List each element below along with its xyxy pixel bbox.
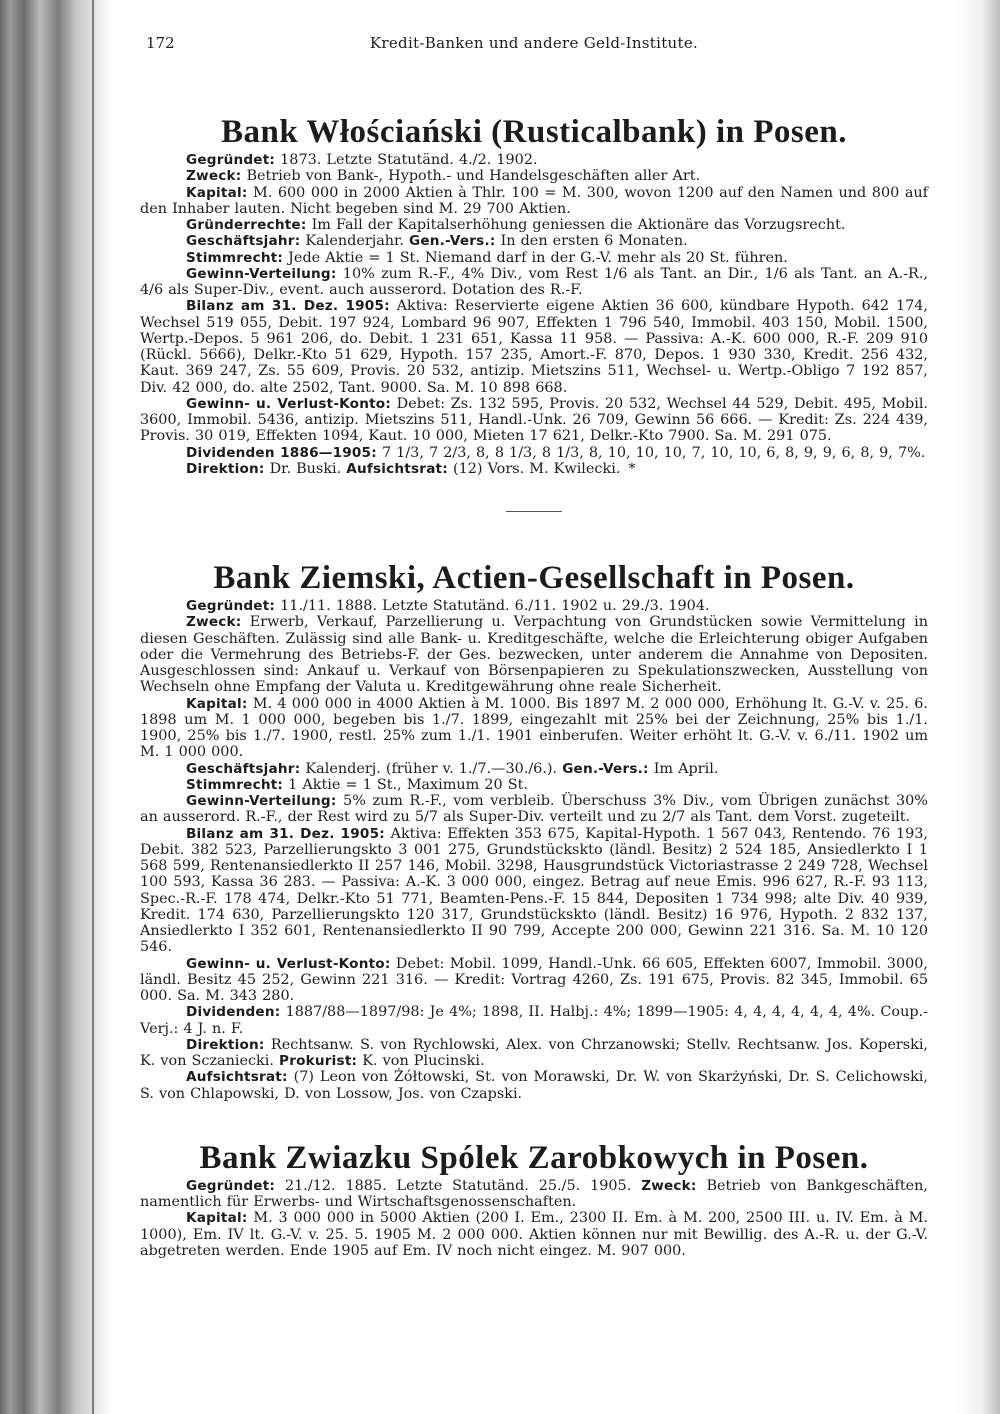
entry-gegruendet — [140, 598, 928, 614]
entry-label: Kapital: — [186, 1210, 248, 1227]
entry-label-secondary: Gen.-Vers.: — [409, 233, 496, 250]
entry-zweck — [140, 614, 928, 695]
section-title: Bank Zwiazku Spólek Zarobkowych in Posen. — [199, 1139, 869, 1176]
entry-aufsichtsrat — [140, 1069, 928, 1102]
entry-stimmrecht — [140, 250, 928, 266]
entry-label: Kapital: — [186, 695, 248, 712]
entry-label-secondary: Prokurist: — [279, 1053, 358, 1069]
entry-text: Debet: Zs. 132 595, Provis. 20 532, Wechsel 44 529, Debit. 495, Mobil. 3600, Immobil. 5436, antizip. Mietszins 511, Handl.-Unk. 26 709, Gewinn 56 666. — Kredit: Zs. 224 439, Provis. 30 019, Effekten 1094, Kaut. 10 000, Mieten 17 621, Delkr.-Kto 7900. Sa. M. 291 075. — [140, 395, 928, 445]
entry-text-secondary: Im April. — [653, 760, 719, 777]
entry-kapital — [140, 185, 928, 218]
entry-gewinn-verteilung — [140, 793, 928, 826]
entry-text-secondary: Betrieb von Bankgeschäften, namentlich für Erwerbs- und Wirtschaftsgenossenschaften. — [140, 1177, 929, 1210]
entry-kapital — [140, 1210, 928, 1259]
running-head-title: Kredit-Banken und andere Geld-Institute. — [369, 34, 699, 52]
section-title: Bank Włościański (Rusticalbank) in Posen. — [221, 114, 847, 150]
entry-label: Gewinn-Verteilung: — [186, 265, 337, 282]
entry-label: Zweck: — [186, 168, 242, 185]
book-binding-shadow — [0, 0, 112, 1414]
entry-label: Direktion: — [186, 460, 265, 477]
entry-text-secondary: (12) Vors. M. Kwilecki. — [452, 460, 621, 477]
entry-direktion — [140, 461, 928, 477]
entry-label: Gewinn- u. Verlust-Konto: — [186, 955, 391, 972]
entry-text: Debet: Mobil. 1099, Handl.-Unk. 66 605, Effekten 6007, Immobil. 3000, ländl. Besitz 45 252, Gewinn 221 316. — Kredit: Vortrag 4260, Zs. 191 675, Provis. 82 345, Immobil. 65 000. Sa. M. 343 280. — [140, 955, 928, 1004]
entry-label: Gründerrechte: — [186, 217, 307, 233]
entry-bilanz — [140, 298, 928, 396]
entry-text: 1887/88—1897/98: Je 4%; 1898, II. Halbj.: 4%; 1899—1905: 4, 4, 4, 4, 4, 4, 4%. Coup.-Verj.: 4 J. n. F. — [140, 1004, 928, 1037]
section-title: Bank Ziemski, Actien-Gesellschaft in Posen. — [213, 560, 855, 596]
entry-label: Stimmrecht: — [186, 249, 284, 266]
entry-text-secondary: K. von Plucinski. — [362, 1053, 485, 1069]
document-page — [140, 34, 928, 1259]
entry-text: Dr. Buski. — [269, 460, 342, 477]
entry-gruenderrechte — [140, 217, 928, 233]
entry-text: 11./11. 1888. Letzte Statutänd. 6./11. 1902 u. 29./3. 1904. — [280, 598, 710, 614]
entry-gewinn-verteilung — [140, 266, 928, 299]
entry-text: Kalenderj. (früher v. 1./7.—30./6.). — [305, 760, 558, 777]
entry-direktion — [140, 1037, 928, 1070]
entry-label: Gewinn-Verteilung: — [186, 793, 337, 809]
entry-dividenden — [140, 445, 928, 461]
entry-label: Dividenden 1886—1905: — [186, 444, 377, 461]
entry-zweck — [140, 168, 928, 184]
entry-text: Im Fall der Kapitalserhöhung geniessen die Aktionäre das Vorzugsrecht. — [311, 217, 846, 233]
entry-label: Stimmrecht: — [186, 776, 284, 793]
entry-text-secondary: In den ersten 6 Monaten. — [500, 233, 688, 250]
page-number: 172 — [146, 34, 175, 52]
entry-label: Bilanz am 31. Dez. 1905: — [186, 825, 385, 842]
section-bank-wloscianski — [140, 112, 928, 477]
entry-text: M. 3 000 000 in 5000 Aktien (200 I. Em., 2300 II. Em. à M. 200, 2500 III. u. IV. Em. à M. 1000), Em. IV lt. G.-V. v. 25. 5. 1905 M. 2 000 000. Aktien können nur mit Bewillig. des A.-R. u. der G.-V. abgetreten werden. Ende 1905 auf Em. IV noch nicht eingez. M. 907 000. — [140, 1210, 928, 1259]
entry-label: Gegründet: — [186, 1177, 276, 1194]
entry-label: Dividenden: — [186, 1004, 281, 1021]
entry-text: Erwerb, Verkauf, Parzellierung u. Verpachtung von Grundstücken sowie Vermittelung in diesen Geschäften. Zulässig sind alle Bank- u. Kreditgeschäfte, welche die Erleichterung obiger Aufgaben oder die Vermehrung des Betriebs-F. der Ges. bezwecken, unter anderem die Annahme von Depositen. Ausgeschlossen sind: Ankauf u. Verkauf von Börsenpapieren zu Spekulationszwecken, Ausstellung von Wechseln ohne Empfang der Valuta u. Kreditgewährung ohne reale Sicherheit. — [140, 614, 928, 696]
entry-gewinn-verlust-konto — [140, 956, 928, 1005]
entry-kapital — [140, 696, 928, 761]
entry-label: Kapital: — [186, 184, 248, 201]
entry-label: Gegründet: — [186, 152, 276, 168]
entry-label: Bilanz am 31. Dez. 1905: — [186, 298, 390, 315]
entry-label: Geschäftsjahr: — [186, 760, 301, 777]
entry-bilanz — [140, 826, 928, 956]
entry-label-secondary: Zweck: — [641, 1177, 697, 1194]
section-separator — [506, 511, 562, 512]
entry-text: (7) Leon von Żółtowski, St. von Morawski, Dr. W. von Skarżyński, Dr. S. Celichowski, S. von Chlapowski, D. von Lossow, Jos. von Czapski. — [140, 1069, 928, 1102]
entry-text: M. 4 000 000 in 4000 Aktien à M. 1000. Bis 1897 M. 2 000 000, Erhöhung lt. G.-V. v. 25. 6. 1898 um M. 1 000 000, begeben bis 1./7. 1899, eingezahlt mit 25% bei der Zeichnung, 25% bis 1./1. 1900, 25% bis 1./7. 1900, restl. 25% zum 1./1. 1901 einberufen. Weiter erhöht lt. G.-V. v. 6./11. 1902 um M. 1 000 000. — [140, 695, 928, 761]
entry-label: Gewinn- u. Verlust-Konto: — [186, 395, 391, 412]
entry-gewinn-verlust-konto — [140, 396, 928, 445]
entry-text: Aktiva: Reservierte eigene Aktien 36 600, kündbare Hypoth. 642 174, Wechsel 519 055, Debit. 197 924, Lombard 96 907, Effekten 1 796 540, Immobil. 403 150, Mobil. 1500, Wertp.-Depos. 5 961 206, do. Debit. 1 231 651, Kassa 11 958. — Passiva: A.-K. 600 000, R.-F. 209 910 (Rückl. 5666), Delkr.-Kto 51 629, Hypoth. 157 235, Amort.-F. 870, Depos. 1 930 330, Kredit. 256 432, Kaut. 369 247, Zs. 55 609, Provis. 20 532, antizip. Mietszins 511, Wechsel- u. Wertp.-Obligo 7 192 857, Div. 42 000, do. alte 2502, Tant. 9000. Sa. M. 10 898 668. — [140, 298, 928, 396]
entry-label: Direktion: — [186, 1036, 265, 1053]
footnote-star: * — [628, 460, 636, 477]
entry-label-secondary: Gen.-Vers.: — [562, 760, 649, 777]
entry-label: Zweck: — [186, 614, 242, 631]
entry-gegruendet — [140, 152, 928, 168]
entry-label: Aufsichtsrat: — [186, 1069, 288, 1086]
entry-stimmrecht — [140, 777, 928, 793]
binding-edge-line — [92, 0, 94, 1414]
entry-label-secondary: Aufsichtsrat: — [346, 460, 448, 477]
entry-text: Jede Aktie = 1 St. Niemand darf in der G.-V. mehr als 20 St. führen. — [288, 249, 788, 266]
entry-text: Kalenderjahr. — [305, 233, 404, 250]
running-head — [140, 34, 928, 64]
entry-text: 7 1/3, 7 2/3, 8, 8 1/3, 8 1/3, 8, 10, 10, 10, 7, 10, 10, 6, 8, 9, 9, 6, 8, 9, 7%. — [381, 444, 926, 461]
section-bank-zwiazku — [140, 1138, 928, 1259]
entry-text: 1873. Letzte Statutänd. 4./2. 1902. — [280, 152, 538, 168]
entry-text: Aktiva: Effekten 353 675, Kapital-Hypoth. 1 567 043, Rentendo. 76 193, Debit. 382 523, Parzellierungskto 3 001 275, Grundstückskto (ländl. Besitz) 2 524 185, Ansiedlerkto I 1 568 599, Rentenansiedlerkto II 257 146, Mobil. 3298, Hausgrundstück Victoriastrasse 2 249 728, Wechsel 100 593, Kassa 36 283. — Passiva: A.-K. 3 000 000, eingez. Betrag auf neue Emis. 996 627, R.-F. 93 113, Spec.-R.-F. 178 474, Delkr.-Kto 51 771, Beamten-Pens.-F. 15 844, Depositen 1 734 998; alte Div. 40 939, Kredit. 174 630, Parzellierungskto 120 317, Grundstückskto (ländl. Besitz) 16 976, Hypoth. 2 832 137, Ansiedlerkto I 352 601, Rentenansiedlerkto II 90 799, Accepte 200 000, Gewinn 221 316. Sa. M. 10 120 546. — [140, 825, 928, 956]
entry-text: 21./12. 1885. Letzte Statutänd. 25./5. 1905. — [284, 1177, 632, 1194]
entry-text: 10% zum R.-F., 4% Div., vom Rest 1/6 als Tant. an Dir., 1/6 als Tant. an A.-R., 4/6 als Super-Div., event. auch ausserord. Dotation des R.-F. — [140, 265, 928, 298]
page-edge-shadow — [954, 0, 1000, 1414]
entry-geschaeftsjahr — [140, 233, 928, 249]
entry-label: Geschäftsjahr: — [186, 233, 301, 250]
entry-label: Gegründet: — [186, 598, 276, 614]
entry-geschaeftsjahr — [140, 761, 928, 777]
entry-text: Betrieb von Bank-, Hypoth.- und Handelsgeschäften aller Art. — [246, 168, 701, 185]
entry-text: 1 Aktie = 1 St., Maximum 20 St. — [288, 776, 528, 793]
entry-text: Rechtsanw. S. von Rychlowski, Alex. von Chrzanowski; Stellv. Rechtsanw. Jos. Koperski, K. von Sczaniecki. — [140, 1036, 928, 1069]
entry-dividenden — [140, 1004, 928, 1037]
entry-gegruendet — [140, 1178, 928, 1211]
entry-text: M. 600 000 in 2000 Aktien à Thlr. 100 = M. 300, wovon 1200 auf den Namen und 800 auf den Inhaber lauten. Nicht begeben sind M. 29 700 Aktien. — [140, 184, 928, 217]
section-bank-ziemski — [140, 558, 928, 1102]
entry-text: 5% zum R.-F., vom verbleib. Überschuss 3% Div., vom Übrigen zunächst 30% an ausserord. R.-F., der Rest wird zu 5/7 als Super-Div. verteilt und zu 2/7 als Tant. dem Vorst. zugeteilt. — [140, 793, 928, 826]
